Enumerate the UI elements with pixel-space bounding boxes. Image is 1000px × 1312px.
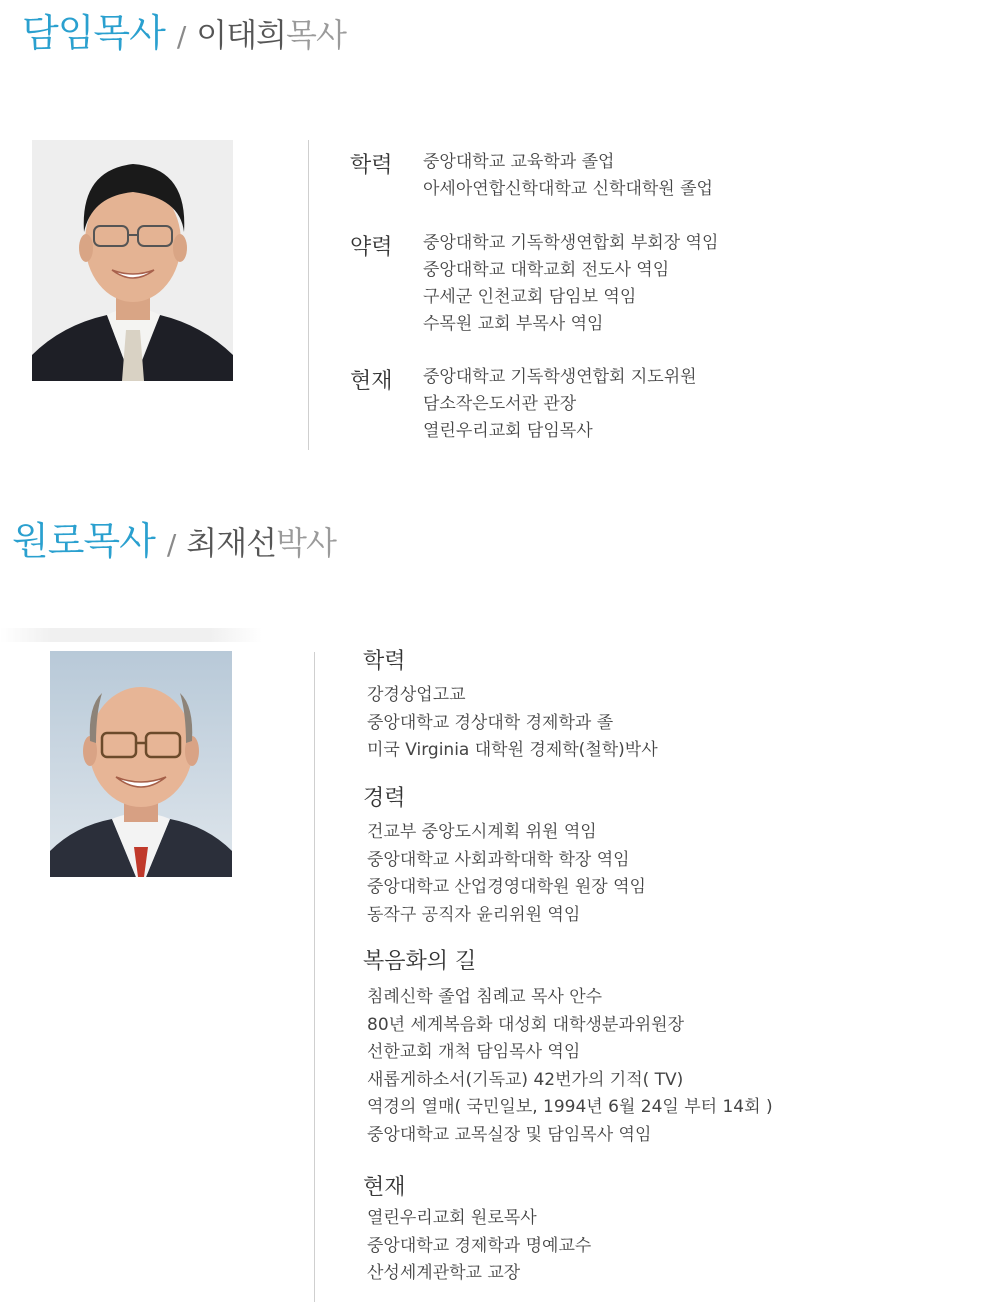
list-item: 산성세계관학교 교장 [367, 1263, 521, 1283]
emeritus-photo [50, 651, 232, 877]
list-item: 미국 Virginia 대학원 경제학(철학)박사 [367, 740, 658, 760]
emeritus-education-list [367, 682, 658, 765]
emeritus-divider [314, 652, 315, 1302]
list-item: 새롭게하소서(기독교) 42번가의 기적( TV) [367, 1069, 684, 1090]
emeritus-heading [12, 519, 336, 563]
emeritus-label-education: 학력 [363, 649, 406, 674]
emeritus-name: 최재선 [186, 524, 277, 562]
pastor-role: 담임목사 [22, 11, 165, 55]
list-item: 중앙대학교 경제학과 명예교수 [367, 1235, 592, 1256]
pastor-divider [308, 140, 309, 450]
list-item: 수목원 교회 부목사 역임 [423, 314, 604, 334]
list-item: 중앙대학교 교목실장 및 담임목사 역임 [367, 1124, 652, 1145]
list-item: 담소작은도서관 관장 [423, 394, 577, 414]
list-item: 중앙대학교 기독학생연합회 부회장 역임 [423, 233, 719, 253]
pastor-title: 목사 [286, 16, 346, 54]
list-item: 중앙대학교 기독학생연합회 지도위원 [423, 367, 697, 387]
list-item: 열린우리교회 원로목사 [367, 1208, 537, 1228]
list-item: 중앙대학교 사회과학대학 학장 역임 [367, 849, 630, 870]
decorative-shadow [0, 628, 262, 642]
emeritus-label-career: 경력 [363, 786, 406, 811]
list-item: 열린우리교회 담임목사 [423, 421, 593, 441]
pastor-history-list [423, 230, 718, 338]
list-item: 역경의 열매( 국민일보, 1994년 6월 24일 부터 14회 ) [367, 1097, 773, 1117]
list-item: 중앙대학교 대학교회 전도사 역임 [423, 260, 670, 280]
list-item: 중앙대학교 산업경영대학원 원장 역임 [367, 877, 646, 897]
pastor-label-history: 약력 [350, 235, 393, 260]
emeritus-label-gospel: 복음화의 길 [363, 949, 477, 974]
emeritus-gospel-list [367, 984, 773, 1149]
heading-slash: / [176, 20, 187, 53]
heading-slash: / [166, 528, 177, 561]
emeritus-label-current: 현재 [363, 1175, 406, 1200]
pastor-label-education: 학력 [350, 153, 393, 178]
list-item: 중앙대학교 교육학과 졸업 [423, 152, 615, 172]
pastor-label-current: 현재 [350, 369, 393, 394]
emeritus-title: 박사 [276, 524, 336, 562]
list-item: 중앙대학교 경상대학 경제학과 졸 [367, 712, 614, 733]
pastor-current-list [423, 364, 697, 445]
pastor-heading [22, 11, 346, 55]
emeritus-role: 원로목사 [12, 519, 155, 563]
list-item: 건교부 중앙도시계획 위원 역임 [367, 822, 597, 842]
list-item: 아세아연합신학대학교 신학대학원 졸업 [423, 179, 713, 199]
list-item: 강경상업고교 [367, 685, 466, 705]
list-item: 선한교회 개척 담임목사 역임 [367, 1042, 581, 1062]
pastor-education-list [423, 149, 713, 203]
list-item: 침례신학 졸업 침례교 목사 안수 [367, 987, 603, 1007]
emeritus-current-list [367, 1205, 591, 1288]
list-item: 구세군 인천교회 담임보 역임 [423, 287, 637, 307]
list-item: 80년 세계복음화 대성회 대학생분과위원장 [367, 1014, 685, 1035]
pastor-name: 이태희 [196, 16, 287, 54]
pastor-photo [32, 140, 233, 381]
list-item: 동작구 공직자 윤리위원 역임 [367, 904, 581, 925]
emeritus-career-list [367, 819, 646, 929]
